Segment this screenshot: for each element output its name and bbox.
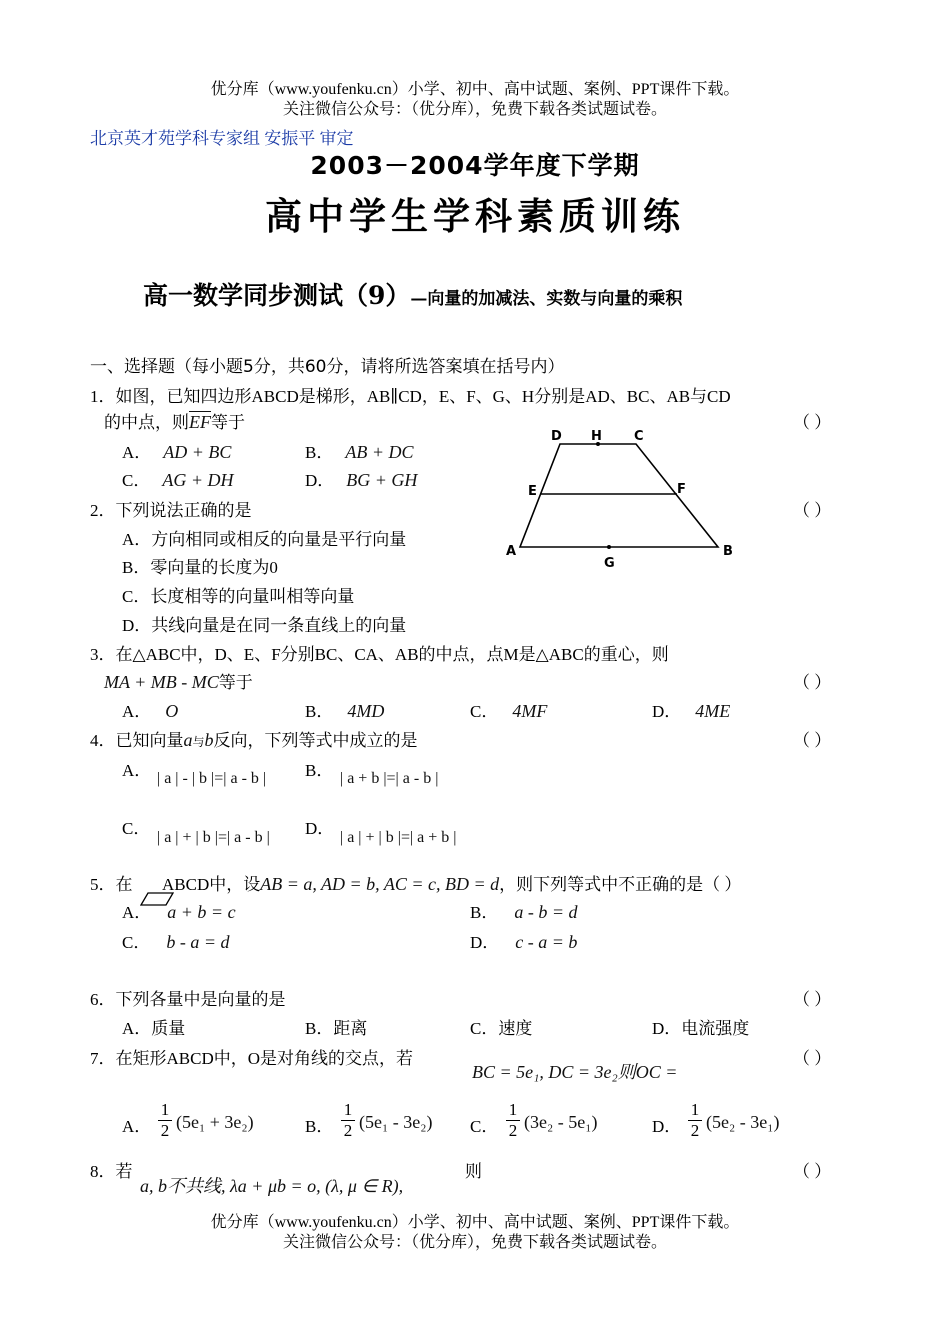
q5-stem xyxy=(162,870,741,895)
label-f: F xyxy=(677,482,686,497)
q3-option-b-expr: 4MD xyxy=(347,701,385,721)
q3-option-d-expr: 4ME xyxy=(695,701,731,721)
q6-option-a: A．质量 xyxy=(122,1019,186,1038)
q7-half-num: 1 xyxy=(343,1100,353,1119)
q4-option-d-expr: | a | + | b |=| a + b | xyxy=(340,829,457,846)
q1-answer-paren[interactable]: （ ） xyxy=(793,413,832,432)
q8-stem-label: 8．若 xyxy=(90,1162,133,1181)
q3-option-b xyxy=(305,697,384,722)
q2-option-b: B．零向量的长度为0 xyxy=(122,558,278,577)
label-a: A xyxy=(506,544,517,559)
q7-option-b-label: B． xyxy=(305,1117,334,1136)
q5-option-a-expr: a + b = c xyxy=(167,902,236,922)
q7-half-den: 2 xyxy=(688,1120,702,1141)
q7-half-den: 2 xyxy=(158,1120,172,1141)
q7-option-b-half xyxy=(341,1100,355,1141)
q1-option-a xyxy=(122,438,231,463)
q3-stem-line2 xyxy=(104,668,253,693)
q4-with: 与 xyxy=(192,735,205,749)
q3-option-a xyxy=(122,697,178,722)
q4-option-b-expr: | a + b |=| a - b | xyxy=(340,770,439,787)
q7-option-a-expr: (5e₁ + 3e₂) xyxy=(176,1112,254,1132)
q1-option-b-expr: AB + DC xyxy=(345,442,414,462)
q1-option-c xyxy=(122,466,233,491)
header-line-1: 优分库（www.youfenku.cn）小学、初中、高中试题、案例、PPT课件下载。 xyxy=(210,81,740,98)
q5-vector-expr: AB = a, AD = b, AC = c, BD = d xyxy=(260,874,500,894)
q3-option-d xyxy=(652,697,730,722)
q5-option-c-label: C． xyxy=(122,933,151,952)
q5-option-d-label: D． xyxy=(470,933,500,952)
q1-option-d-label: D． xyxy=(305,471,335,490)
q2-answer-paren[interactable]: （ ） xyxy=(793,501,832,520)
q1-option-d-expr: BG + GH xyxy=(346,470,418,490)
q5-option-c-expr: b - a = d xyxy=(166,932,230,952)
trapezoid-outline xyxy=(520,444,718,547)
q3-option-c-label: C． xyxy=(470,702,499,721)
q5-option-d xyxy=(470,928,577,953)
q3-stem-line1: 3．在△ABC中，D、E、F分别BC、CA、AB的中点，点M是△ABC的重心，则 xyxy=(90,645,669,664)
q7-option-a-label: A． xyxy=(122,1117,152,1136)
q6-answer-paren[interactable]: （ ） xyxy=(793,990,832,1009)
q1-stem-line1: 1．如图，已知四边形ABCD是梯形，AB∥CD，E、F、G、H分别是AD、BC、AB与CD xyxy=(90,387,731,406)
q5-option-c xyxy=(122,928,229,953)
trapezoid-figure xyxy=(500,422,750,572)
test-title-main: 高一数学同步测试（9） xyxy=(143,281,411,310)
q7-option-d-label: D． xyxy=(652,1117,682,1136)
q7-vector-expr: BC = 5e₁, DC = 3e₂则OC = xyxy=(472,1062,678,1082)
label-d: D xyxy=(551,429,562,444)
q2-stem: 2．下列说法正确的是 xyxy=(90,501,252,520)
q7-option-b-expr: (5e₁ - 3e₂) xyxy=(359,1112,433,1132)
q1-option-a-label: A． xyxy=(122,443,152,462)
q3-vector-expr: MA + MB - MC xyxy=(104,672,219,692)
q3-option-b-label: B． xyxy=(305,702,334,721)
q7-half-num: 1 xyxy=(508,1100,518,1119)
label-c: C xyxy=(634,429,644,444)
q4-option-a-label: A． xyxy=(122,761,152,780)
test-title xyxy=(143,276,682,312)
label-b: B xyxy=(723,544,733,559)
footer-line-1: 优分库（www.youfenku.cn）小学、初中、高中试题、案例、PPT课件下载。 xyxy=(210,1214,740,1231)
q8-answer-paren[interactable]: （ ） xyxy=(793,1162,832,1181)
reviewer-line: 北京英才苑学科专家组 安振平 审定 xyxy=(90,129,354,148)
q3-option-a-expr: O xyxy=(165,701,179,721)
q1-option-b-label: B． xyxy=(305,443,334,462)
q7-stem: 7．在矩形ABCD中，O是对角线的交点，若 xyxy=(90,1049,414,1068)
q5-option-b-expr: a - b = d xyxy=(514,902,578,922)
q5-option-d-expr: c - a = b xyxy=(515,932,578,952)
q4-vector-b: b xyxy=(204,730,214,750)
q3-option-c-expr: 4MF xyxy=(512,701,548,721)
q5-stem-label: 5．在 xyxy=(90,875,133,894)
q3-option-a-label: A． xyxy=(122,702,152,721)
q4-option-a-expr: | a | - | b |=| a - b | xyxy=(157,770,267,787)
q2-option-d: D．共线向量是在同一条直线上的向量 xyxy=(122,616,407,635)
q6-stem: 6．下列各量中是向量的是 xyxy=(90,990,286,1009)
q6-option-c: C．速度 xyxy=(470,1019,533,1038)
term-title: 2003－2004学年度下学期 xyxy=(310,151,640,180)
q7-half-den: 2 xyxy=(341,1120,355,1141)
q8-stem-tail: 则 xyxy=(465,1162,482,1181)
q5-stem-text: ABCD中，设 xyxy=(162,875,261,894)
q3-answer-paren[interactable]: （ ） xyxy=(793,673,832,692)
main-title: 高中学生学科素质训练 xyxy=(265,195,685,238)
q8-condition-expr: a, b不共线, λa + μb = o, (λ, μ ∈ R), xyxy=(140,1176,404,1196)
test-title-topic: —向量的加减法、实数与向量的乘积 xyxy=(410,289,683,309)
q4-option-d-label: D． xyxy=(305,819,335,838)
q5-option-a-label: A． xyxy=(122,903,152,922)
q4-stem xyxy=(90,726,418,751)
q7-option-c-expr: (3e₂ - 5e₁) xyxy=(524,1112,598,1132)
q7-half-den: 2 xyxy=(506,1120,520,1141)
q1-option-b xyxy=(305,438,414,463)
header-line-2: 关注微信公众号：（优分库），免费下载各类试题试卷。 xyxy=(282,101,667,118)
q7-option-d-expr: (5e₂ - 3e₁) xyxy=(706,1112,780,1132)
point-g xyxy=(607,545,611,549)
q7-half-num: 1 xyxy=(160,1100,170,1119)
label-e: E xyxy=(528,484,537,499)
q5-stem-tail: ，则下列等式中不正确的是（ ） xyxy=(499,875,742,894)
q3-option-c xyxy=(470,697,547,722)
q4-stem-text: 4．已知向量 xyxy=(90,731,184,750)
q1-option-d xyxy=(305,466,417,491)
q4-vector-a: a xyxy=(183,730,193,750)
q3-stem-tail: 等于 xyxy=(218,673,253,692)
q4-option-b-label: B． xyxy=(305,761,334,780)
q5-option-b-label: B． xyxy=(470,903,499,922)
q1-option-c-label: C． xyxy=(122,471,151,490)
q1-stem-tail: 等于 xyxy=(211,413,245,432)
q1-stem-text: 的中点，则 xyxy=(104,413,189,432)
q1-option-a-expr: AD + BC xyxy=(163,442,232,462)
q7-option-c-half xyxy=(506,1100,520,1141)
q5-option-b xyxy=(470,898,577,923)
footer-line-2: 关注微信公众号：（优分库），免费下载各类试题试卷。 xyxy=(282,1234,667,1251)
q7-option-a-half xyxy=(158,1100,172,1141)
q4-stem-tail: 反向，下列等式中成立的是 xyxy=(213,731,418,750)
q6-option-b: B．距离 xyxy=(305,1019,368,1038)
section-heading: 一、选择题（每小题5分，共60分，请将所选答案填在括号内） xyxy=(90,357,565,377)
q7-half-num: 1 xyxy=(690,1100,700,1119)
q3-option-d-label: D． xyxy=(652,702,682,721)
q6-option-d: D．电流强度 xyxy=(652,1019,750,1038)
q2-option-c: C．长度相等的向量叫相等向量 xyxy=(122,587,355,606)
q1-stem-line2 xyxy=(104,408,245,433)
q2-option-a: A．方向相同或相反的向量是平行向量 xyxy=(122,530,407,549)
q4-option-c-label: C． xyxy=(122,819,151,838)
q1-option-c-expr: AG + DH xyxy=(162,470,234,490)
q4-answer-paren[interactable]: （ ） xyxy=(793,731,832,750)
q7-option-d-half xyxy=(688,1100,702,1141)
label-g: G xyxy=(604,556,615,571)
q5-option-a xyxy=(122,898,236,923)
q1-vector-ef: $\overline{EF}$ xyxy=(189,412,211,432)
label-h: H xyxy=(591,429,602,444)
q7-answer-paren[interactable]: （ ） xyxy=(793,1049,832,1068)
q4-option-c-expr: | a | + | b |=| a - b | xyxy=(157,829,270,846)
q7-option-c-label: C． xyxy=(470,1117,499,1136)
